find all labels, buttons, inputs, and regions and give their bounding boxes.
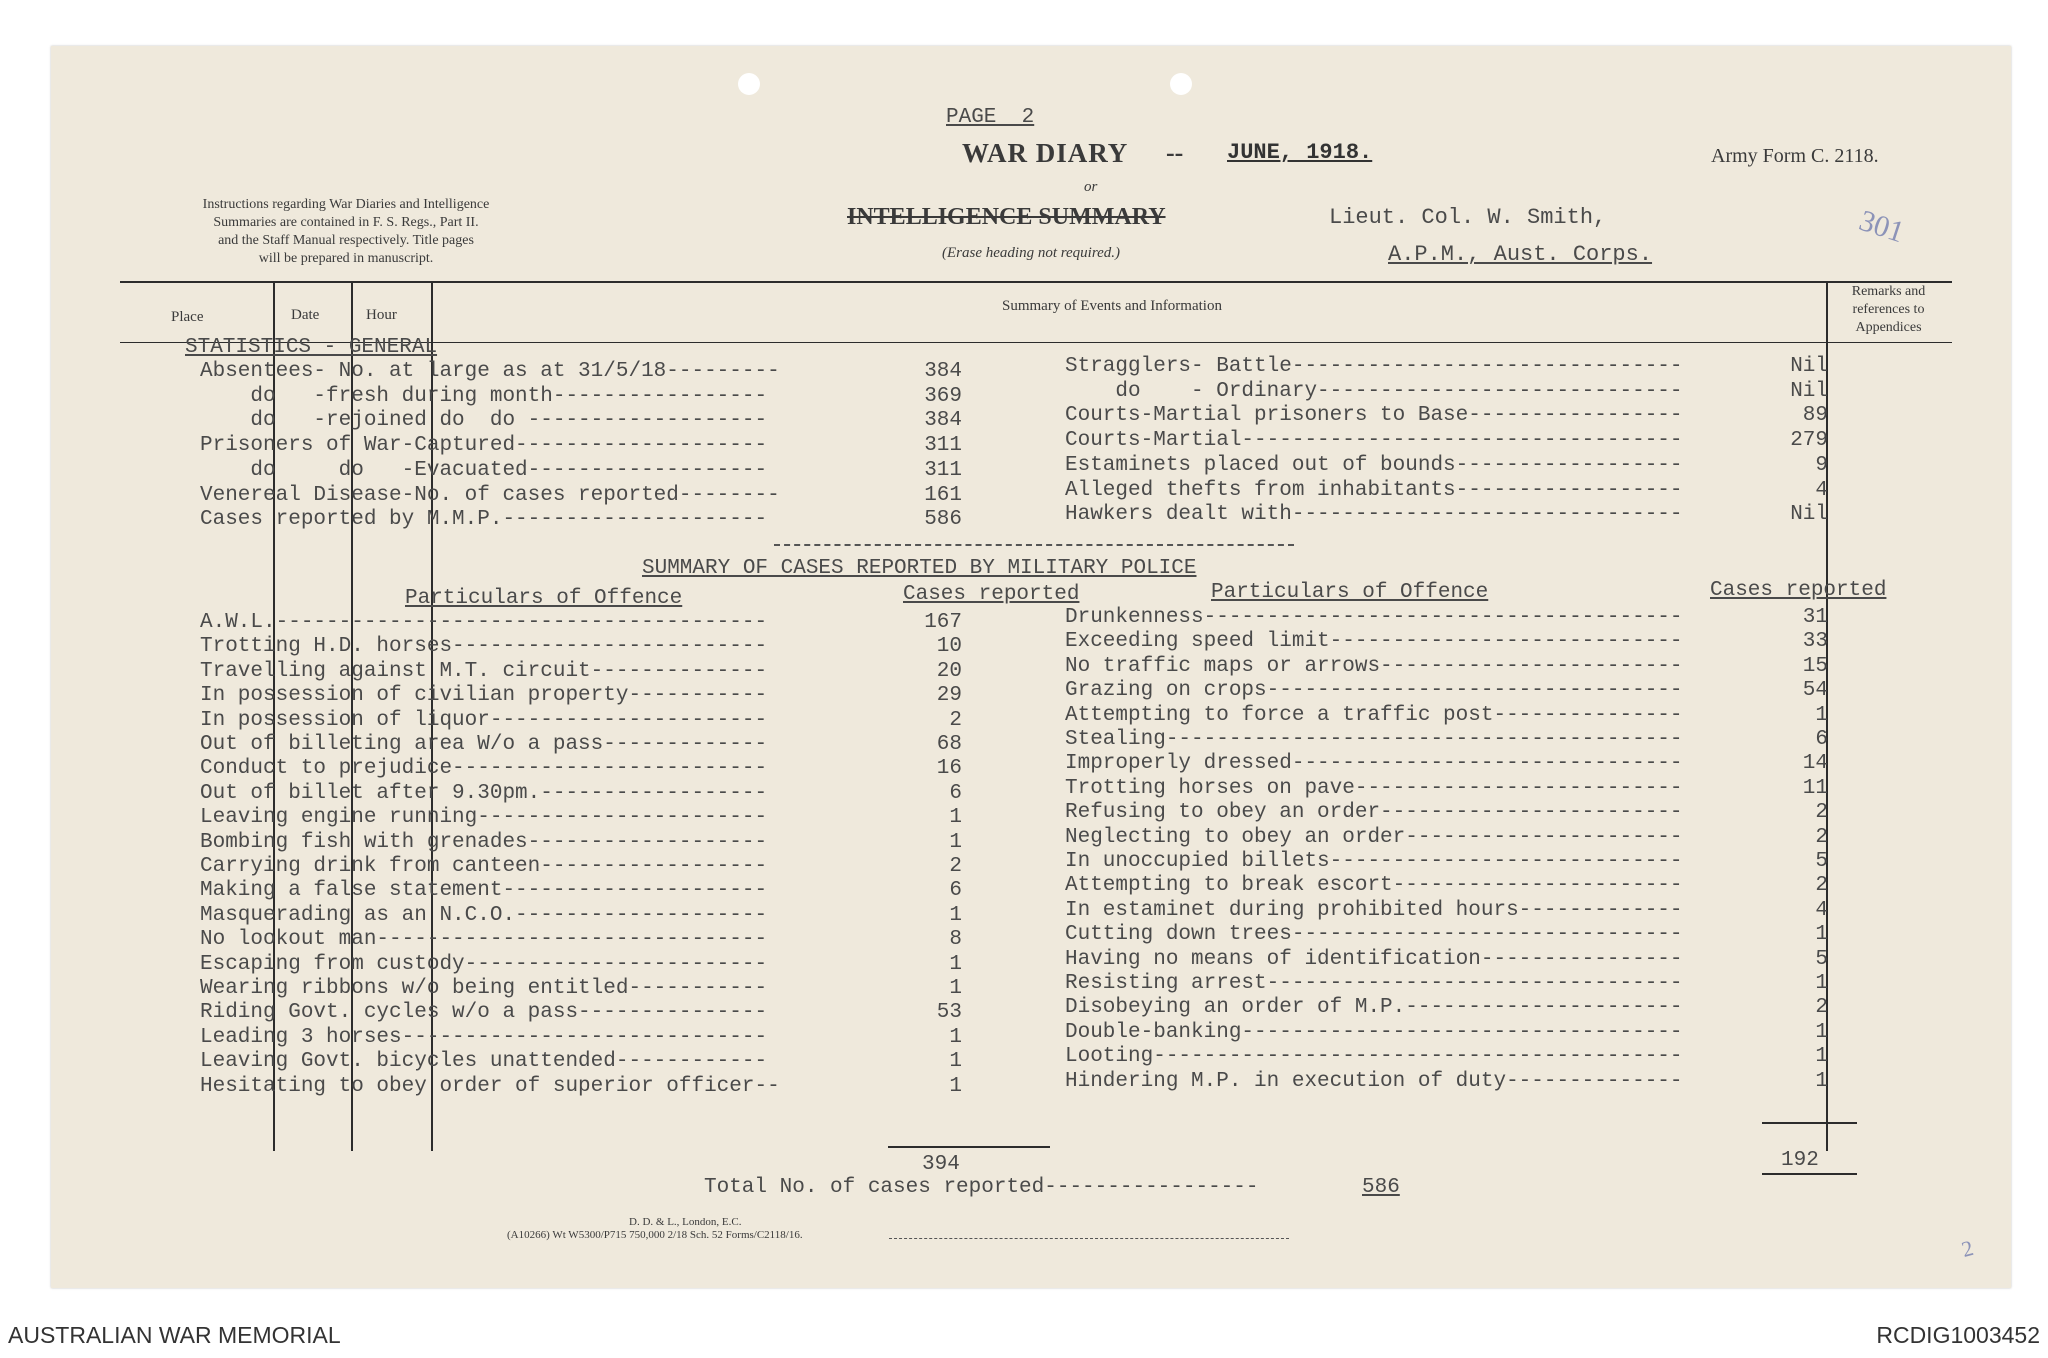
archive-reference: RCDIG1003452 — [1876, 1322, 2040, 1348]
remarks-column-header — [1831, 283, 1946, 337]
subtotal-rule-left — [888, 1146, 1050, 1148]
diary-month: JUNE, 1918. — [1227, 140, 1373, 165]
statistics-left-row-value: 311 — [924, 458, 962, 482]
subtotal-rule-right — [1762, 1122, 1857, 1124]
offence-right-row-value: 1 — [1815, 1069, 1828, 1093]
offence-right-row-label: In unoccupied billets---------------------------- — [1065, 850, 1683, 873]
archive-credit: AUSTRALIAN WAR MEMORIAL — [8, 1322, 341, 1348]
statistics-left-row-label: Prisoners of War-Captured-------------------- — [200, 434, 768, 458]
statistics-right-row-value: 4 — [1815, 478, 1828, 502]
or-text: or — [1084, 179, 1098, 195]
title-dashes: -- — [1166, 138, 1184, 167]
hour-column-header: Hour — [366, 307, 397, 323]
offence-left-row-value: 1 — [949, 952, 962, 976]
table-top-rule — [120, 281, 1952, 283]
statistics-right-row-label: Courts-Martial----------------------------------- — [1065, 429, 1683, 453]
offence-left-row-label: Bombing fish with grenades------------------- — [200, 830, 768, 854]
offence-left-row-value: 6 — [949, 879, 962, 903]
offence-right-row-label: Refusing to obey an order------------------------ — [1065, 801, 1683, 825]
offence-left-row-value: 16 — [936, 757, 962, 781]
offence-right-row-value: 2 — [1815, 825, 1828, 849]
offence-left-row-label: Out of billeting area W/o a pass------------- — [200, 733, 768, 756]
page-number: PAGE 2 — [946, 106, 1035, 129]
offence-right-row-label: Improperly dressed------------------------------- — [1065, 752, 1683, 776]
offence-right-row-value: 2 — [1815, 801, 1828, 825]
statistics-right-row-label: do - Ordinary----------------------------- — [1065, 379, 1683, 403]
offence-right-row-value: 33 — [1802, 630, 1828, 654]
offence-left-row-label: Carrying drink from canteen------------------ — [200, 855, 768, 878]
offence-right-row-value: 5 — [1815, 947, 1828, 971]
offence-left-row-label: In possession of civilian property----------- — [200, 684, 768, 708]
date-column-header: Date — [291, 307, 320, 323]
remarks-header-line: Appendices — [1855, 320, 1922, 335]
instructions-line: will be prepared in manuscript. — [258, 251, 434, 266]
offence-right-row-value: 31 — [1802, 606, 1828, 629]
offence-left-row-value: 6 — [949, 781, 962, 805]
summary-column-header: Summary of Events and Information — [1002, 298, 1222, 314]
offence-right-row-label: Stealing----------------------------------------- — [1065, 728, 1683, 751]
instructions-line: Summaries are contained in F. S. Regs., Part II. — [213, 215, 479, 230]
offence-right-row-label: Exceeding speed limit---------------------------- — [1065, 630, 1683, 654]
cases-left-header: Cases reported — [903, 583, 1080, 606]
offence-left-row-label: Leaving Govt. bicycles unattended------------ — [200, 1050, 768, 1074]
offence-right-row-label: Having no means of identification---------------- — [1065, 947, 1683, 971]
offence-right-row-label: In estaminet during prohibited hours------------- — [1065, 898, 1683, 922]
folio-number: 301 — [1855, 203, 1909, 250]
statistics-right-row-label: Alleged thefts from inhabitants------------------ — [1065, 478, 1683, 502]
offence-left-row-value: 20 — [936, 659, 962, 683]
army-form-number: Army Form C. 2118. — [1711, 145, 1879, 167]
offence-left-row-value: 2 — [949, 708, 962, 732]
section-divider — [774, 544, 1294, 546]
statistics-heading: STATISTICS - GENERAL — [185, 336, 438, 359]
offence-left-row-value: 1 — [949, 1074, 962, 1098]
imprint-dashes — [889, 1238, 1289, 1239]
offence-right-row-value: 14 — [1802, 752, 1828, 776]
offence-left-row-label: In possession of liquor---------------------- — [200, 708, 768, 732]
offence-right-row-label: Neglecting to obey an order---------------------- — [1065, 825, 1683, 849]
statistics-right-row-value: 89 — [1802, 404, 1828, 428]
offence-left-row-value: 2 — [949, 855, 962, 878]
offence-left-row-label: Leading 3 horses----------------------------- — [200, 1025, 768, 1049]
offence-right-row-label: Looting------------------------------------------ — [1065, 1045, 1683, 1069]
diary-page — [51, 46, 2011, 1288]
offence-right-row-value: 2 — [1815, 996, 1828, 1020]
offence-left-row-label: A.W.L.--------------------------------------- — [200, 611, 768, 634]
statistics-right-row-value: Nil — [1790, 379, 1828, 403]
total-label: Total No. of cases reported----------------- — [704, 1176, 1259, 1199]
offence-right-row-value: 54 — [1802, 679, 1828, 703]
offence-right-row-value: 11 — [1802, 776, 1828, 800]
offence-right-row-label: Drunkenness-------------------------------------- — [1065, 606, 1683, 629]
total-value: 586 — [1362, 1176, 1400, 1199]
statistics-right-row-value: Nil — [1790, 355, 1828, 378]
subtotal-underline-right — [1762, 1173, 1857, 1175]
punch-hole — [738, 73, 760, 95]
statistics-right-row-label: Courts-Martial prisoners to Base----------------- — [1065, 404, 1683, 428]
offence-right-row-label: Double-banking----------------------------------- — [1065, 1020, 1683, 1044]
offence-right-row-value: 2 — [1815, 874, 1828, 898]
offence-right-row-value: 1 — [1815, 972, 1828, 995]
instructions-line: Instructions regarding War Diaries and Intelligence — [202, 197, 490, 212]
statistics-left-row-label: Venereal Disease-No. of cases reported-------- — [200, 483, 780, 507]
offence-right-row-label: Attempting to break escort----------------------- — [1065, 874, 1683, 898]
instructions-block — [161, 196, 531, 268]
offence-left-row-label: Trotting H.D. horses------------------------- — [200, 635, 768, 659]
offence-right-row-value: 1 — [1815, 923, 1828, 947]
offence-left-row-label: Escaping from custody------------------------ — [200, 952, 768, 976]
statistics-left-row-label: do -rejoined do do ------------------- — [200, 409, 768, 433]
offence-right-row-label: Cutting down trees------------------------------- — [1065, 923, 1683, 947]
particulars-right-header: Particulars of Offence — [1211, 581, 1489, 604]
offence-left-row-label: Making a false statement--------------------- — [200, 879, 768, 903]
subtotal-left: 394 — [922, 1153, 960, 1176]
remarks-header-line: references to — [1852, 302, 1925, 317]
instructions-line: and the Staff Manual respectively. Title pages — [218, 233, 474, 248]
offence-left-row-value: 167 — [924, 611, 962, 634]
statistics-right-row-value: Nil — [1790, 503, 1828, 527]
offence-left-row-label: Out of billet after 9.30pm.------------------ — [200, 781, 768, 805]
punch-hole — [1170, 73, 1192, 95]
cases-right-header: Cases reported — [1710, 579, 1887, 602]
war-diary-title: WAR DIARY — [962, 138, 1129, 168]
imprint-line: D. D. & L., London, E.C. — [629, 1216, 742, 1228]
statistics-left-row-label: Cases reported by M.M.P.--------------------- — [200, 508, 768, 532]
remarks-header-line: Remarks and — [1851, 284, 1926, 299]
offence-left-row-value: 10 — [936, 635, 962, 659]
offence-left-row-value: 68 — [936, 733, 962, 756]
struck-heading: INTELLIGENCE SUMMARY — [847, 204, 1166, 230]
statistics-left-row-value: 369 — [924, 384, 962, 408]
imprint-line: (A10266) Wt W5300/P715 750,000 2/18 Sch. 52 Forms/C2118/16. — [507, 1229, 803, 1241]
offence-left-row-label: Masquerading as an N.C.O.-------------------- — [200, 903, 768, 927]
offence-left-row-label: Wearing ribbons w/o being entitled----------- — [200, 977, 768, 1000]
offence-right-row-label: Trotting horses on pave-------------------------- — [1065, 776, 1683, 800]
offence-right-row-label: Disobeying an order of M.P.---------------------- — [1065, 996, 1683, 1020]
summary-heading: SUMMARY OF CASES REPORTED BY MILITARY POLICE — [642, 557, 1197, 580]
statistics-left-row-label: do -fresh during month----------------- — [200, 384, 768, 408]
offence-right-row-label: Grazing on crops--------------------------------- — [1065, 679, 1683, 703]
offence-right-row-value: 15 — [1802, 654, 1828, 678]
statistics-left-row-value: 384 — [924, 409, 962, 433]
offence-left-row-label: Riding Govt. cycles w/o a pass--------------- — [200, 1001, 768, 1025]
statistics-left-row-value: 586 — [924, 508, 962, 532]
offence-left-row-label: No lookout man------------------------------- — [200, 928, 768, 952]
statistics-right-row-value: 279 — [1790, 429, 1828, 453]
offence-right-row-value: 1 — [1815, 703, 1828, 727]
statistics-right-row-value: 9 — [1815, 453, 1828, 477]
offence-left-row-value: 1 — [949, 1050, 962, 1074]
offence-left-row-label: Conduct to prejudice------------------------- — [200, 757, 768, 781]
offence-left-row-value: 53 — [936, 1001, 962, 1025]
offence-right-row-label: Attempting to force a traffic post--------------- — [1065, 703, 1683, 727]
offence-left-row-value: 29 — [936, 684, 962, 708]
offence-right-row-label: Resisting arrest--------------------------------- — [1065, 972, 1683, 995]
statistics-right-row-label: Hawkers dealt with------------------------------- — [1065, 503, 1683, 527]
offence-left-row-label: Hesitating to obey order of superior officer-- — [200, 1074, 780, 1098]
statistics-left-row-value: 311 — [924, 434, 962, 458]
statistics-left-row-label: do do -Evacuated------------------- — [200, 458, 768, 482]
offence-left-row-value: 1 — [949, 830, 962, 854]
offence-left-row-label: Travelling against M.T. circuit-------------- — [200, 659, 768, 683]
statistics-left-row-value: 161 — [924, 483, 962, 507]
erase-note: (Erase heading not required.) — [942, 245, 1121, 261]
offence-left-row-value: 1 — [949, 1025, 962, 1049]
offence-right-row-label: No traffic maps or arrows------------------------ — [1065, 654, 1683, 678]
offence-left-row-value: 1 — [949, 903, 962, 927]
offence-right-row-value: 1 — [1815, 1020, 1828, 1044]
place-column-header: Place — [171, 309, 204, 325]
statistics-right-row-label: Stragglers- Battle------------------------------- — [1065, 355, 1683, 378]
unit-name: A.P.M., Aust. Corps. — [1388, 242, 1653, 267]
offence-left-row-value: 8 — [949, 928, 962, 952]
offence-right-row-value: 5 — [1815, 850, 1828, 873]
officer-name: Lieut. Col. W. Smith, — [1329, 205, 1607, 230]
offence-right-row-value: 1 — [1815, 1045, 1828, 1069]
statistics-left-row-label: Absentees- No. at large as at 31/5/18--------- — [200, 360, 780, 383]
offence-left-row-value: 1 — [949, 806, 962, 830]
offence-right-row-value: 4 — [1815, 898, 1828, 922]
offence-left-row-value: 1 — [949, 977, 962, 1000]
offence-right-row-label: Hindering M.P. in execution of duty-------------- — [1065, 1069, 1683, 1093]
offence-left-row-label: Leaving engine running----------------------- — [200, 806, 768, 830]
statistics-left-row-value: 384 — [924, 360, 962, 383]
subtotal-right: 192 — [1781, 1149, 1819, 1172]
offence-right-row-value: 6 — [1815, 728, 1828, 751]
statistics-right-row-label: Estaminets placed out of bounds------------------ — [1065, 453, 1683, 477]
particulars-left-header: Particulars of Offence — [405, 587, 683, 610]
corner-pencil-mark: 2 — [1958, 1235, 1976, 1263]
